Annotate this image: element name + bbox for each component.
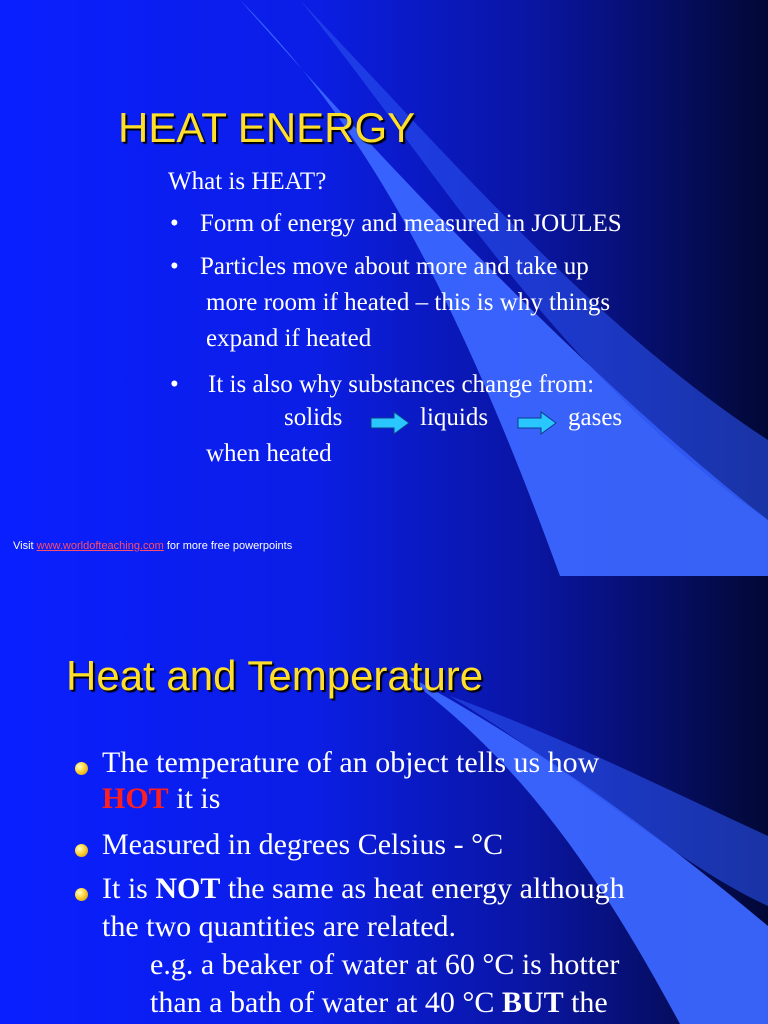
state-gases: gases [568, 404, 623, 431]
bullet-marker: • [170, 210, 179, 237]
footer-suffix: for more free powerpoints [163, 540, 293, 552]
bullet-marker: • [170, 253, 179, 280]
arrow-right-icon [517, 411, 557, 435]
bullet-marker: • [170, 371, 179, 398]
when-heated-text: when heated [206, 440, 332, 467]
bullet-celsius: Measured in degrees Celsius - °C [102, 828, 504, 861]
bullet-temperature-line2 [102, 782, 220, 816]
question-text: What is HEAT? [168, 168, 327, 195]
bullet-temperature-line1: The temperature of an object tells us how [102, 746, 600, 779]
footer-link[interactable]: www.worldofteaching.com [36, 540, 164, 552]
state-solids: solids [284, 404, 343, 431]
bullet-particles-line2: more room if heated – this is why things [206, 289, 611, 316]
bullet-not-heat-line1 [102, 872, 625, 906]
same-as-text: the same as heat energy although [220, 872, 625, 905]
slide-title: Heat and Temperature [66, 652, 484, 699]
bullet-joules: Form of energy and measured in JOULES [200, 210, 622, 237]
footer-prefix: Visit [13, 540, 37, 552]
hot-word: HOT [102, 782, 169, 815]
bullet-particles-line3: expand if heated [206, 325, 372, 352]
it-is-text: it is [168, 782, 221, 815]
but-word: BUT [501, 986, 564, 1019]
example-line2-post: the [563, 986, 608, 1019]
state-liquids: liquids [420, 404, 489, 431]
footer-credit [13, 540, 292, 552]
slide-heat-and-temperature [0, 576, 768, 1024]
bullet-dot-icon [75, 844, 88, 857]
slide-title: HEAT ENERGY [118, 104, 416, 151]
it-is-prefix: It is [102, 872, 156, 905]
arrow-right-icon [370, 411, 410, 435]
bullet-dot-icon [75, 762, 88, 775]
bullet-dot-icon [75, 888, 88, 901]
bullet-particles-line1: Particles move about more and take up [200, 253, 589, 280]
example-line2-pre: than a bath of water at 40 °C [150, 986, 502, 1019]
example-line2 [150, 986, 608, 1020]
bullet-not-heat-line2: the two quantities are related. [102, 910, 457, 943]
bullet-states: It is also why substances change from: [208, 371, 595, 398]
example-line1: e.g. a beaker of water at 60 °C is hotter [150, 948, 620, 981]
not-word: NOT [155, 872, 221, 905]
